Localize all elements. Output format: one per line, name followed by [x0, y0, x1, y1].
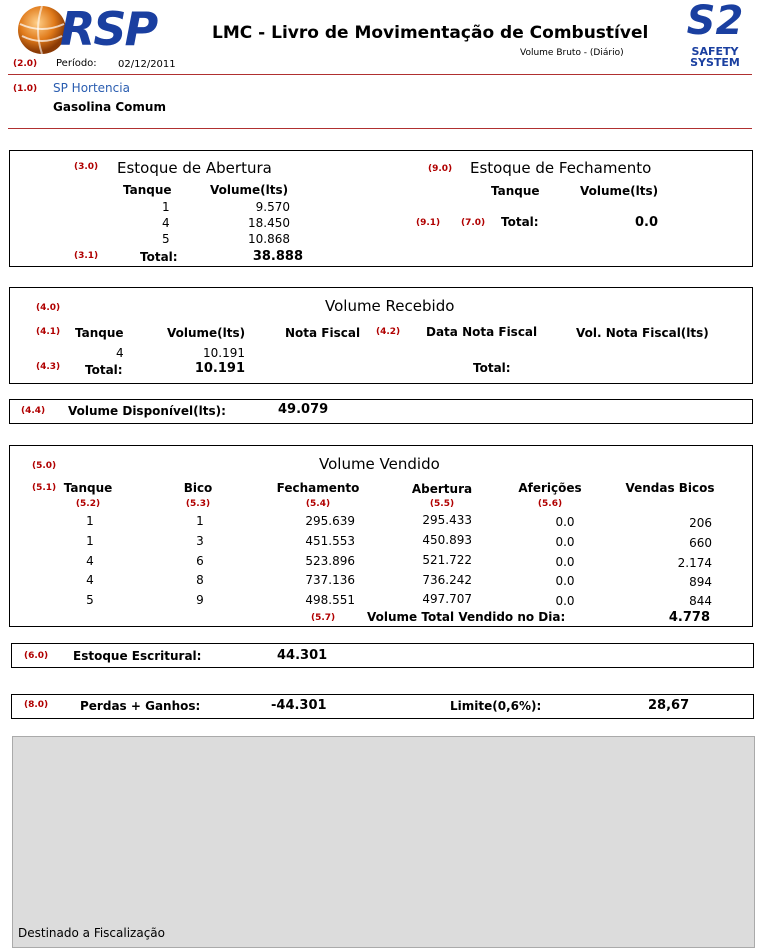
divider-mid: [8, 128, 752, 129]
code-6-0: (6.0): [24, 651, 49, 661]
vendido-col-fechamento: Fechamento: [276, 481, 360, 495]
vendido-tanque: 1: [86, 514, 94, 528]
rsp-logo-text: RSP: [60, 2, 157, 56]
vendido-afericoes: 0.0: [555, 515, 575, 529]
abertura-tanque: 4: [162, 216, 170, 230]
fechamento-col-volume: Volume(lts): [580, 184, 659, 198]
fiscalizacao-area: [12, 736, 755, 948]
code-periodo: (2.0): [13, 59, 38, 69]
volume-disponivel-label: Volume Disponível(lts):: [68, 404, 226, 418]
vendido-tanque: 5: [86, 593, 94, 607]
recebido-tanque: 4: [116, 346, 124, 360]
volume-vendido-title: Volume Vendido: [319, 455, 440, 473]
vendido-tanque: 1: [86, 534, 94, 548]
estoque-escritural-label: Estoque Escritural:: [73, 649, 202, 663]
abertura-tanque: 5: [162, 232, 170, 246]
rsp-logo: [16, 4, 176, 56]
code-3-0: (3.0): [74, 162, 99, 172]
code-5-2: (5.2): [75, 499, 101, 509]
code-5-0: (5.0): [32, 461, 57, 471]
vendido-vendas: 660: [689, 536, 712, 550]
vendido-abertura: 295.433: [422, 513, 472, 527]
vendido-fechamento: 498.551: [305, 593, 355, 607]
vendido-col-tanque: Tanque: [63, 481, 113, 495]
code-9-0: (9.0): [428, 164, 453, 174]
abertura-col-tanque: Tanque: [123, 183, 172, 197]
recebido-volume: 10.191: [203, 346, 245, 360]
vendido-tanque: 4: [86, 554, 94, 568]
abertura-tanque: 1: [162, 200, 170, 214]
estoque-fechamento-title: Estoque de Fechamento: [470, 159, 652, 177]
code-5-4: (5.4): [305, 499, 331, 509]
code-3-1: (3.1): [74, 251, 99, 261]
vendido-col-abertura: Abertura: [411, 482, 473, 496]
code-8-0: (8.0): [24, 700, 49, 710]
recebido-col-data: Data Nota Fiscal: [426, 325, 538, 339]
vendido-vendas: 844: [689, 594, 712, 608]
estoque-escritural-value: 44.301: [277, 648, 328, 663]
abertura-volume: 10.868: [248, 232, 290, 246]
divider-top: [8, 74, 752, 75]
code-4-4: (4.4): [21, 406, 46, 416]
vendido-bico: 9: [196, 593, 204, 607]
vendido-tanque: 4: [86, 573, 94, 587]
recebido-total-label: Total:: [85, 363, 123, 377]
vendido-col-bico: Bico: [183, 481, 213, 495]
vendido-fechamento: 737.136: [305, 573, 355, 587]
fechamento-col-tanque: Tanque: [491, 184, 540, 198]
limite-value: 28,67: [648, 698, 690, 713]
abertura-volume: 9.570: [255, 200, 290, 214]
volume-recebido-title: Volume Recebido: [325, 297, 455, 315]
vendido-bico: 3: [196, 534, 204, 548]
recebido-col-vol-nota: Vol. Nota Fiscal(lts): [576, 326, 709, 340]
fechamento-total-value: 0.0: [634, 215, 658, 230]
code-posto: (1.0): [13, 84, 38, 94]
posto-name: SP Hortencia: [53, 81, 130, 95]
vendido-col-afericoes: Aferições: [518, 481, 582, 495]
s2-logo-line1: SAFETY: [691, 45, 739, 58]
perdas-ganhos-value: -44.301: [271, 698, 327, 713]
code-5-5: (5.5): [429, 499, 455, 509]
vendido-bico: 6: [196, 554, 204, 568]
perdas-ganhos-label: Perdas + Ganhos:: [80, 699, 201, 713]
limite-label: Limite(0,6%):: [450, 699, 542, 713]
vendido-bico: 1: [196, 514, 204, 528]
vendido-fechamento: 523.896: [305, 554, 355, 568]
vendido-col-vendas: Vendas Bicos: [625, 481, 715, 495]
page-subtitle: Volume Bruto - (Diário): [520, 48, 624, 58]
volume-disponivel-value: 49.079: [278, 402, 329, 417]
abertura-total-label: Total:: [140, 250, 178, 264]
code-7-0: (7.0): [461, 218, 486, 228]
abertura-total-value: 38.888: [252, 249, 303, 264]
code-5-7: (5.7): [311, 613, 336, 623]
recebido-col-volume: Volume(lts): [167, 326, 246, 340]
code-4-2: (4.2): [376, 327, 401, 337]
vendido-abertura: 736.242: [422, 573, 472, 587]
produto-name: Gasolina Comum: [53, 100, 166, 114]
page-title: LMC - Livro de Movimentação de Combustível: [212, 23, 649, 43]
periodo-label: Período:: [56, 58, 97, 69]
vendido-fechamento: 295.639: [305, 514, 355, 528]
vendido-abertura: 497.707: [422, 592, 472, 606]
recebido-col-tanque: Tanque: [75, 326, 124, 340]
vendido-afericoes: 0.0: [555, 555, 575, 569]
vendido-afericoes: 0.0: [555, 574, 575, 588]
fechamento-total-label: Total:: [501, 215, 539, 229]
vendido-afericoes: 0.0: [555, 594, 575, 608]
recebido-total-value: 10.191: [194, 361, 245, 376]
vendido-fechamento: 451.553: [305, 534, 355, 548]
code-5-6: (5.6): [537, 499, 563, 509]
code-9-1: (9.1): [416, 218, 441, 228]
code-4-0: (4.0): [36, 303, 61, 313]
vendido-abertura: 450.893: [422, 533, 472, 547]
estoque-abertura-title: Estoque de Abertura: [117, 159, 272, 177]
vendido-total-value: 4.778: [668, 610, 710, 625]
periodo-value: 02/12/2011: [118, 59, 176, 70]
s2-logo: [678, 0, 752, 70]
abertura-col-volume: Volume(lts): [210, 183, 289, 197]
code-5-3: (5.3): [185, 499, 211, 509]
vendido-vendas: 2.174: [677, 556, 712, 570]
abertura-volume: 18.450: [248, 216, 290, 230]
s2-logo-mark: S2: [686, 0, 744, 44]
code-4-3: (4.3): [36, 362, 61, 372]
vendido-abertura: 521.722: [422, 553, 472, 567]
recebido-col-nota: Nota Fiscal: [285, 326, 361, 340]
vendido-vendas: 206: [689, 516, 712, 530]
vendido-bico: 8: [196, 573, 204, 587]
vendido-vendas: 894: [689, 575, 712, 589]
code-4-1: (4.1): [36, 327, 61, 337]
recebido-total-label-right: Total:: [473, 361, 511, 375]
s2-logo-line2: SYSTEM: [690, 56, 740, 69]
code-5-1: (5.1): [32, 483, 57, 493]
vendido-afericoes: 0.0: [555, 535, 575, 549]
vendido-total-label: Volume Total Vendido no Dia:: [367, 610, 566, 624]
fiscalizacao-label: Destinado a Fiscalização: [18, 926, 165, 940]
